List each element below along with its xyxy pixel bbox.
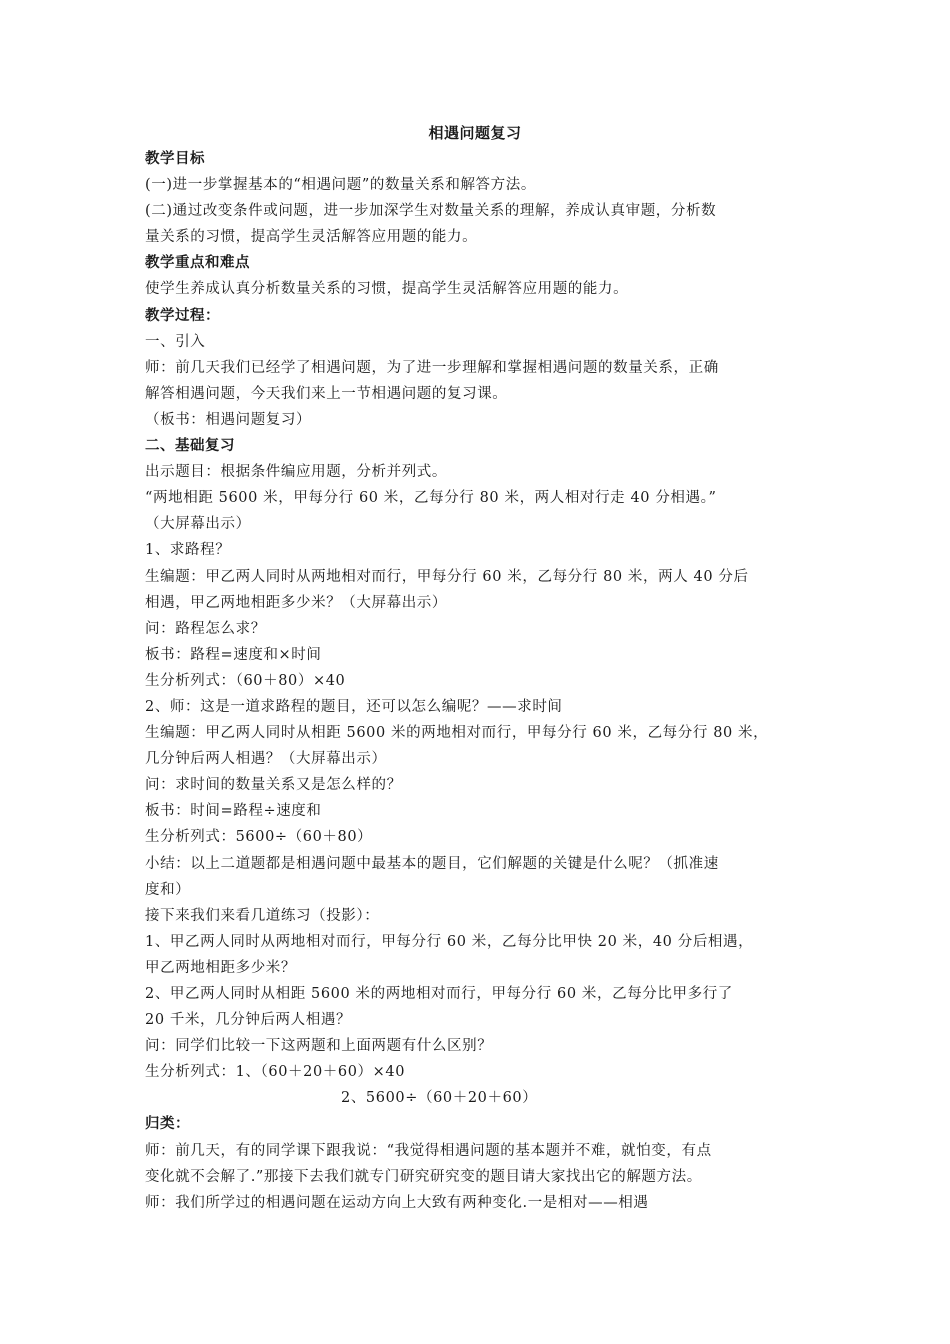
section-heading: 二、基础复习 <box>145 438 235 455</box>
paragraph-line: 几分钟后两人相遇？（大屏幕出示） <box>145 751 387 768</box>
paragraph-line: 变化就不会解了.”那接下去我们就专门研究研究变的题目请大家找出它的解题方法。 <box>145 1168 702 1185</box>
paragraph-line: 生分析列式：5600÷（60＋80） <box>145 829 373 846</box>
paragraph-line: 2、师：这是一道求路程的题目，还可以怎么编呢？——求时间 <box>145 698 563 715</box>
paragraph-line: (二)通过改变条件或问题，进一步加深学生对数量关系的理解，养成认真审题，分析数 <box>145 203 717 220</box>
paragraph-line: 生编题：甲乙两人同时从两地相对而行，甲每分行 60 米，乙每分行 80 米，两人 40 分后 <box>145 568 749 585</box>
paragraph-line: “两地相距 5600 米，甲每分行 60 米，乙每分行 80 米，两人相对行走 40 分相遇。” <box>145 490 717 507</box>
paragraph-line: (一)进一步掌握基本的“相遇问题”的数量关系和解答方法。 <box>145 177 536 194</box>
paragraph-line: 甲乙两地相距多少米？ <box>145 959 296 976</box>
document-body <box>145 146 815 1216</box>
paragraph-line: 生分析列式：1、（60＋20＋60）×40 <box>145 1064 406 1081</box>
paragraph-line: 使学生养成认真分析数量关系的习惯，提高学生灵活解答应用题的能力。 <box>145 281 629 298</box>
paragraph-line: 出示题目：根据条件编应用题，分析并列式。 <box>145 464 447 481</box>
paragraph-line: 一、引入 <box>145 333 206 350</box>
section-heading: 归类： <box>145 1116 190 1133</box>
paragraph-line: 问：求时间的数量关系又是怎么样的？ <box>145 777 402 794</box>
paragraph-line: 1、求路程？ <box>145 542 231 559</box>
paragraph-line: 师：前几天我们已经学了相遇问题，为了进一步理解和掌握相遇问题的数量关系，正确 <box>145 359 719 376</box>
paragraph-line: 板书：时间=路程÷速度和 <box>145 803 322 820</box>
paragraph-line: 2、5600÷（60＋20＋60） <box>341 1090 538 1107</box>
paragraph-line: 2、甲乙两人同时从相距 5600 米的两地相对而行，甲每分行 60 米，乙每分比甲多行了 <box>145 986 733 1002</box>
paragraph-line: 度和） <box>145 881 191 898</box>
paragraph-line: 板书：路程=速度和×时间 <box>145 646 322 663</box>
paragraph-line: 1、甲乙两人同时从两地相对而行，甲每分行 60 米，乙每分比甲快 20 米，40 分后相遇， <box>145 933 754 950</box>
paragraph-line: 接下来我们来看几道练习（投影）： <box>145 907 380 924</box>
paragraph-line: 20 千米，几分钟后两人相遇？ <box>145 1012 352 1029</box>
paragraph-line: 小结：以上二道题都是相遇问题中最基本的题目，它们解题的关键是什么呢？（抓准速 <box>145 855 719 872</box>
paragraph-line: 量关系的习惯，提高学生灵活解答应用题的能力。 <box>145 229 478 246</box>
paragraph-line: 问：路程怎么求？ <box>145 620 266 637</box>
paragraph-line: 问：同学们比较一下这两题和上面两题有什么区别？ <box>145 1038 493 1055</box>
paragraph-line: 生分析列式：（60＋80）×40 <box>145 672 346 689</box>
paragraph-line: 师：前几天，有的同学课下跟我说：“我觉得相遇问题的基本题并不难，就怕变，有点 <box>145 1142 712 1159</box>
section-heading: 教学重点和难点 <box>145 255 250 272</box>
paragraph-line: （大屏幕出示） <box>145 516 251 533</box>
paragraph-line: 师：我们所学过的相遇问题在运动方向上大致有两种变化.一是相对——相遇 <box>145 1194 649 1211</box>
paragraph-line: 生编题：甲乙两人同时从相距 5600 米的两地相对而行，甲每分行 60 米，乙每分行 80 米， <box>145 725 769 742</box>
section-heading: 教学目标 <box>145 151 205 167</box>
document-title: 相遇问题复习 <box>428 124 522 142</box>
paragraph-line: （板书：相遇问题复习） <box>145 411 312 428</box>
paragraph-line: 解答相遇问题，今天我们来上一节相遇问题的复习课。 <box>145 385 508 402</box>
paragraph-line: 相遇，甲乙两地相距多少米？（大屏幕出示） <box>145 594 447 611</box>
section-heading: 教学过程： <box>145 307 220 324</box>
